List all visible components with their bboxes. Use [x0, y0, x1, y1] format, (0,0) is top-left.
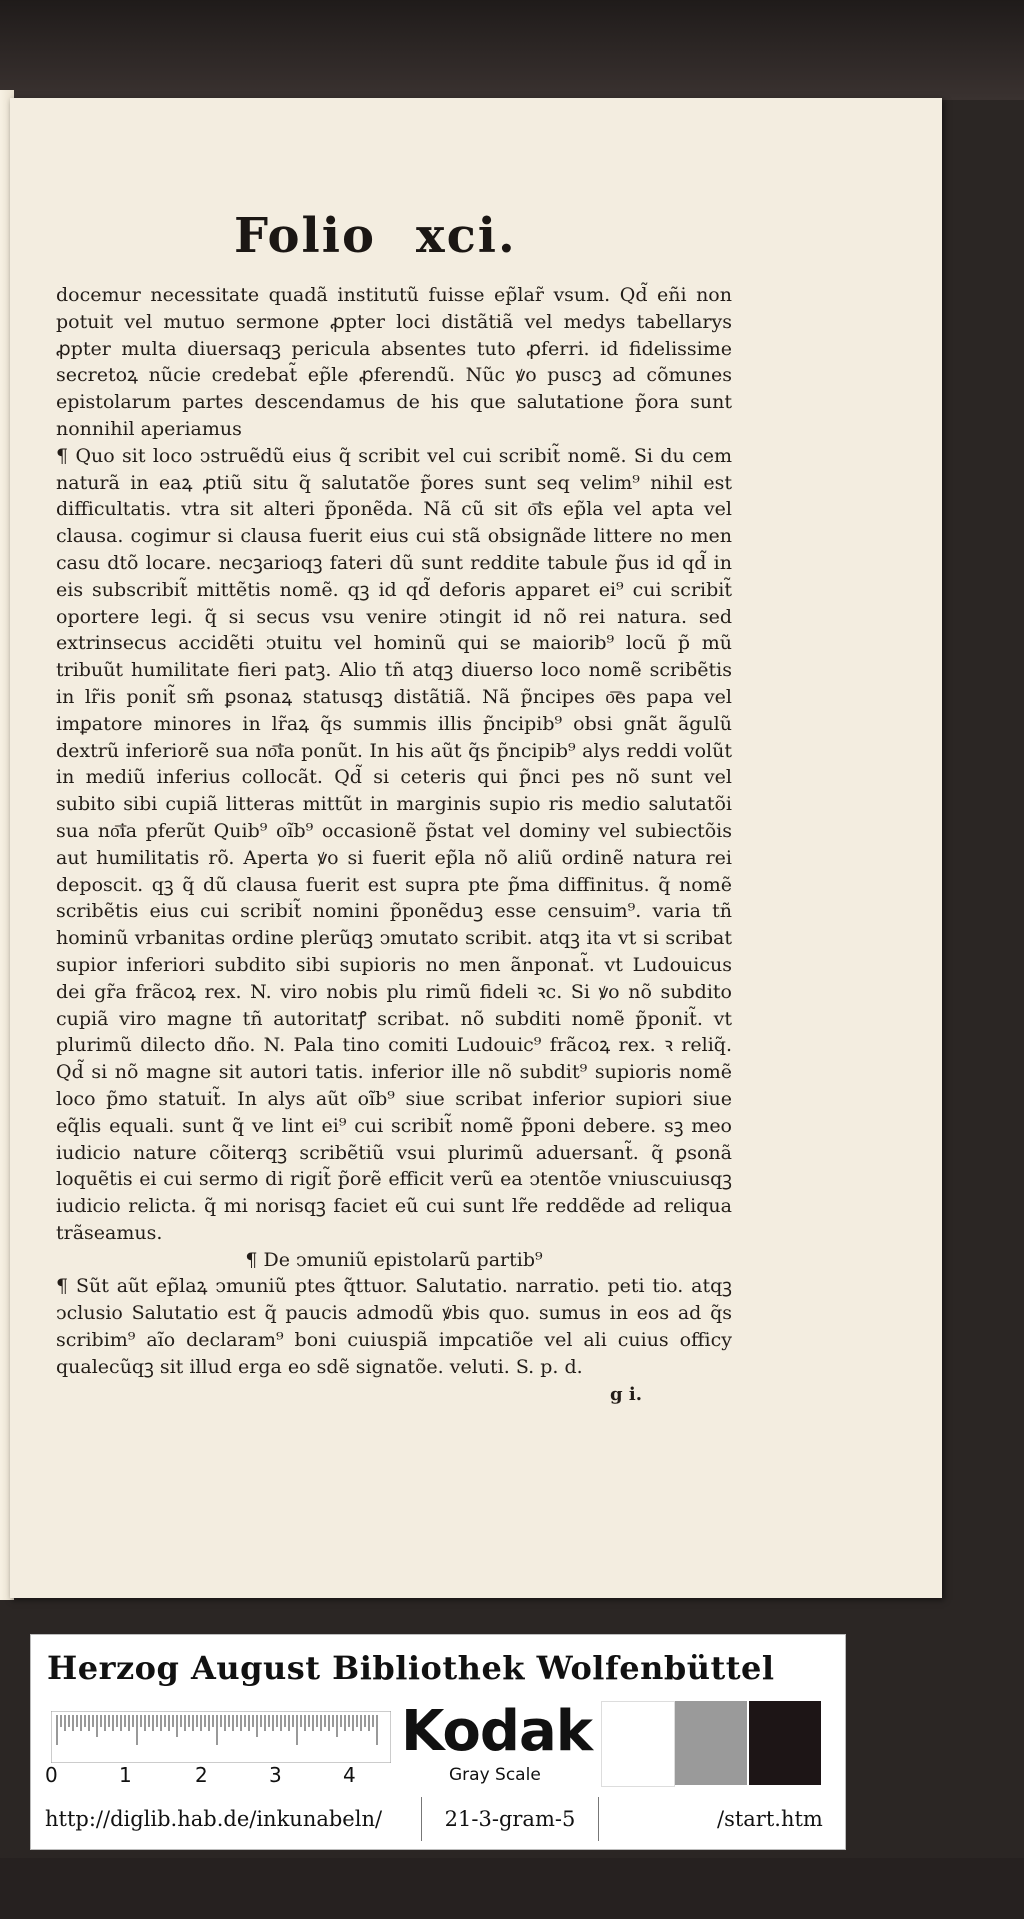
- gray-swatch-mid: [675, 1701, 747, 1785]
- folio-header: [234, 208, 517, 264]
- page-text-block: [56, 282, 732, 1381]
- signature-mark: g i.: [610, 1384, 642, 1405]
- paragraph-closing: ¶ Sũt aũt ep̃laꝝ ↄmuniũ ptes q̃ttuor. Salutatio. narratio. peti tio. atqꝫ ↄclusio Salutatio est q̃ paucis admodũ ꝟbis quo. sumus in eos ad q̃s scribim⁹ aĩo declaram⁹ boni cuiuspiã impcatiõe vel ali cuius officy qualecũqꝫ sit illud erga eo sdẽ signatõe. veluti. S. p. d.: [56, 1275, 732, 1378]
- scan-background-bottom: [0, 1858, 1024, 1919]
- ruler-label: 0: [45, 1763, 58, 1787]
- scan-background-top: [0, 0, 1024, 100]
- paragraph-intro: docemur necessitate quadã institutũ fuisse ep̃lar̃ vsum. Qd̃ eñi non potuit vel mutuo sermone ꝓpter loci distãtiã vel medys tabellarys ꝓpter multa diuersaqꝫ pericula absentes tuto ꝓferri. id fidelissime secretoꝝ nũcie credebat̃ ep̃le ꝓferendũ. Nũc ꝟo puscꝫ ad cõmunes epistolarum partes descendamus de his que salutatione p̃ora sunt nonnihil aperiamus: [56, 284, 732, 440]
- url-shelfmark: 21-3-gram-5: [421, 1797, 599, 1841]
- kodak-logo: Kodak: [401, 1699, 592, 1764]
- ruler-label: 3: [269, 1763, 282, 1787]
- folio-number: xci.: [415, 208, 517, 264]
- color-calibration-card: [30, 1634, 846, 1850]
- ruler-scale: [51, 1711, 391, 1763]
- ruler-label: 4: [343, 1763, 356, 1787]
- folio-label: Folio: [234, 208, 376, 264]
- gray-scale-label: Gray Scale: [449, 1765, 541, 1785]
- gray-swatch-black: [749, 1701, 821, 1785]
- url-suffix: /start.htm: [717, 1807, 823, 1831]
- paragraph-main: ¶ Quo sit loco ↄstruẽdũ eius q̃ scribit vel cui scribit̃ nomẽ. Si du cem naturã in eaꝝ ꝓtiũ situ q̃ salutatõe p̃ores sunt seq velim⁹ nihil est difficultatis. vtra sit alteri p̃ponẽda. Nã cũ sit o͞is ep̃la vel apta vel clausa. cogimur si clausa fuerit eius cui stã obsignãde littere no men casu dtõ locare. necꝫarioqꝫ fateri dũ sunt reddite tabule p̃us id qd̃ in eis subscribit̃ mittẽtis nomẽ. qꝫ id qd̃ deforis apparet ei⁹ cui scribit̃ oportere legi. q̃ si secus vsu venire ↄtingit id nõ rei natura. sed extrinsecus accidẽti ↄtuitu vel hominũ qui se maiorib⁹ locũ p̃ mũ tribuũt humilitate fieri patꝫ. Alio tñ atqꝫ diuerso loco nomẽ scribẽtis in lr̃is ponit̃ sm̃ ꝑsonaꝝ statusqꝫ distãtiã. Nã p̃ncipes o͞es papa vel imꝑatore minores in lr̃aꝝ q̃s summis illis p̃ncipib⁹ obsi gnãt ãgulũ dextrũ inferiorẽ sua no͞ia ponũt. In his aũt q̃s p̃ncipib⁹ alys reddi volũt in mediũ inferius collocãt. Qd̃ si ceteris qui p̃nci pes nõ sunt vel subito sibi cupiã litteras mittũt in marginis supio ris medio salutatõi sua no͞ia pferũt Quib⁹ oĩb⁹ occasionẽ p̃stat vel dominy vel subiectõis aut humilitatis rõ. Aperta ꝟo si fuerit ep̃la nõ aliũ ordinẽ natura rei deposcit. qꝫ q̃ dũ clausa fuerit est supra pte p̃ma diffinitus. q̃ nomẽ scribẽtis eius cui scribit̃ nomini p̃ponẽduꝫ esse censuim⁹. varia tñ hominũ vrbanitas ordine plerũqꝫ ↄmutato scribit. atqꝫ ita vt si scribat supior inferiori subdito sibi supioris no men ãnponat̃. vt Ludouicus dei gr̃a frãcoꝝ rex. N. viro nobis plu rimũ fideli ꝛc. Si ꝟo nõ subdito cupiã viro magne tñ autoritatꝭ scribat. nõ subditi nomẽ p̃ponit̃. vt plurimũ dilecto dño. N. Pala tino comiti Ludouic⁹ frãcoꝝ rex. ꝛ reliq̃. Qd̃ si nõ magne sit autori tatis. inferior ille nõ subdit⁹ supioris nomẽ loco p̃mo statuit̃. In alys aũt oĩb⁹ siue scribat inferior supiori siue eq̃lis equali. sunt q̃ ve lint ei⁹ cui scribit̃ nomẽ p̃poni debere. sꝫ meo iudicio nature cõiterqꝫ scribẽtiũ vsui plurimũ aduersant̃. q̃ ꝑsonã loquẽtis ei cui sermo di rigit̃ p̃orẽ efficit verũ ea ↄtentõe vniuscuiusqꝫ iudicio relicta. q̃ mi norisqꝫ faciet eũ cui sunt lr̃e reddẽde ad reliqua trãseamus.: [56, 444, 732, 1244]
- url-base: http://diglib.hab.de/inkunabeln/: [45, 1807, 383, 1831]
- gray-swatch-white: [601, 1701, 675, 1787]
- ruler-label: 2: [195, 1763, 208, 1787]
- ruler-label: 1: [119, 1763, 132, 1787]
- ruler-labels: [45, 1763, 375, 1787]
- library-title: Herzog August Bibliothek Wolfenbüttel: [47, 1649, 775, 1687]
- manuscript-page: [10, 98, 942, 1598]
- section-heading: ¶ De ↄmuniũ epistolarũ partib⁹: [245, 1248, 543, 1271]
- url-row: [31, 1795, 845, 1845]
